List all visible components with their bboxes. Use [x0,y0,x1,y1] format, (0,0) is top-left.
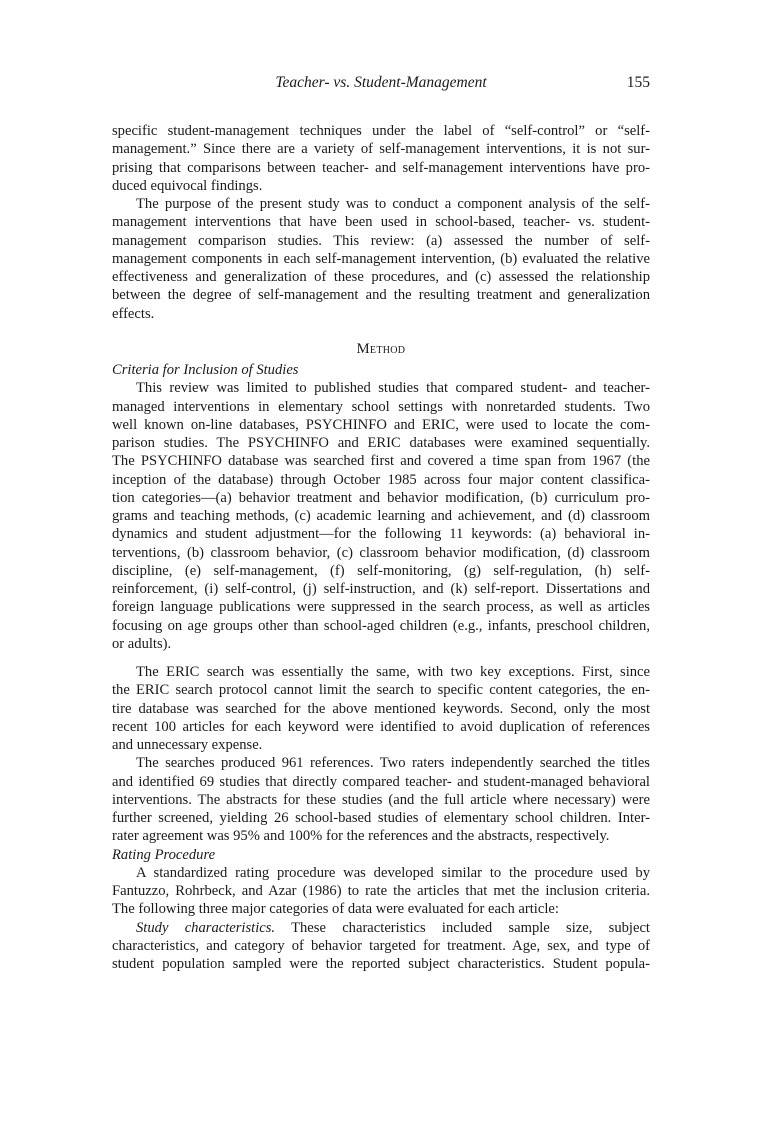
run-in-heading: Study characteristics. [136,919,276,936]
text-line [112,919,650,937]
paragraph [112,379,650,653]
running-title: Teacher- vs. Student-Management [275,74,487,91]
text-line: grams and teaching methods, (c) academic learning and achievement, and (d) classroom [112,508,650,524]
text-line: and identified 69 studies that directly compared teacher- and student-managed behavioral [112,773,650,790]
paragraph [112,122,650,195]
text-line: tire database was searched for the above mentioned keywords. Second, only the most [112,700,650,717]
text-line: recent 100 articles for each keyword were identified to avoid duplication of references [112,718,650,735]
text-line: inception of the database) through October 1985 across four major content classifica- [112,471,650,488]
text-line: management comparison studies. This review: (a) assessed the number of self- [112,232,650,249]
text-line: Fantuzzo, Rohrbeck, and Azar (1986) to rate the articles that met the inclusion criteria. [112,883,650,899]
text-line: reinforcement, (i) self-control, (j) self-instruction, and (k) self-report. Dissertations and [112,581,650,597]
text-line: characteristics, and category of behavior targeted for treatment. Age, sex, and type of [112,937,650,954]
subsection-heading: Rating Procedure [112,846,216,863]
text-line: The searches produced 961 references. Two raters independently searched the titles [136,755,650,772]
text-line: The ERIC search was essentially the same, with two key exceptions. First, since [136,664,650,680]
running-header [112,74,650,98]
text-line: prising that comparisons between teacher- and self-management interventions have pro- [112,159,650,176]
section-heading: Method [356,340,406,357]
paragraph-gap [112,653,650,663]
paragraph [112,195,650,323]
text-line: management components in each self-management intervention, (b) evaluated the relative [112,250,650,267]
text-line: The PSYCHINFO database was searched first and covered a time span from 1967 (the [112,453,650,470]
text-line: The following three major categories of data were evaluated for each article: [112,901,559,918]
document-page [112,74,650,973]
body-text [112,122,650,973]
text-line: further screened, yielding 26 school-based studies of elementary school children. Inter- [112,810,650,826]
subsection-heading: Criteria for Inclusion of Studies [112,362,299,378]
text-line: The purpose of the present study was to conduct a component analysis of the self- [136,196,650,212]
page-number: 155 [626,74,650,91]
text-line: well known on-line databases, PSYCHINFO and ERIC, were used to locate the com- [112,416,650,433]
text-line: management.” Since there are a variety of self-management interventions, it is not sur- [112,141,650,158]
text-line: tion categories—(a) behavior treatment and behavior modification, (b) curriculum pro- [112,489,650,506]
text-line: effects. [112,305,155,322]
text-line: terventions, (b) classroom behavior, (c) classroom behavior modification, (d) classroom [112,544,650,561]
text-line: the ERIC search protocol cannot limit the search to specific content categories, the en- [112,682,650,699]
line-text: These characteristics included sample size, subject [275,919,650,936]
text-line: duced equivocal findings. [112,177,263,194]
text-line: management interventions that have been used in school-based, teacher- vs. student- [112,214,650,231]
text-line: rater agreement was 95% and 100% for the references and the abstracts, respectively. [112,828,610,845]
text-line: student population sampled were the reported subject characteristics. Student popula- [112,956,650,972]
text-line: This review was limited to published studies that compared student- and teacher- [136,380,650,397]
text-line: effectiveness and generalization of these procedures, and (c) assessed the relationship [112,269,650,285]
text-line: managed interventions in elementary school settings with nonretarded students. Two [112,398,650,415]
text-line: dynamics and student adjustment—for the following 11 keywords: (a) behavioral in- [112,526,650,543]
text-line: and unnecessary expense. [112,737,263,753]
text-line: interventions. The abstracts for these studies (and the full article where necessary) were [112,791,650,808]
text-line: foreign language publications were suppressed in the search process, as well as articles [112,599,650,616]
text-line: focusing on age groups other than school-aged children (e.g., infants, preschool children, [112,617,650,634]
text-line: parison studies. The PSYCHINFO and ERIC databases were examined sequentially. [112,435,650,451]
paragraph [112,919,650,974]
text-line: or adults). [112,635,172,652]
paragraph [112,754,650,845]
paragraph [112,864,650,919]
text-line: A standardized rating procedure was developed similar to the procedure used by [136,864,650,881]
text-line: discipline, (e) self-management, (f) self-monitoring, (g) self-regulation, (h) self- [112,562,650,579]
paragraph [112,663,650,754]
text-line: between the degree of self-management and the resulting treatment and generalization [112,287,650,304]
text-line: specific student-management techniques under the label of “self-control” or “self- [112,123,650,139]
